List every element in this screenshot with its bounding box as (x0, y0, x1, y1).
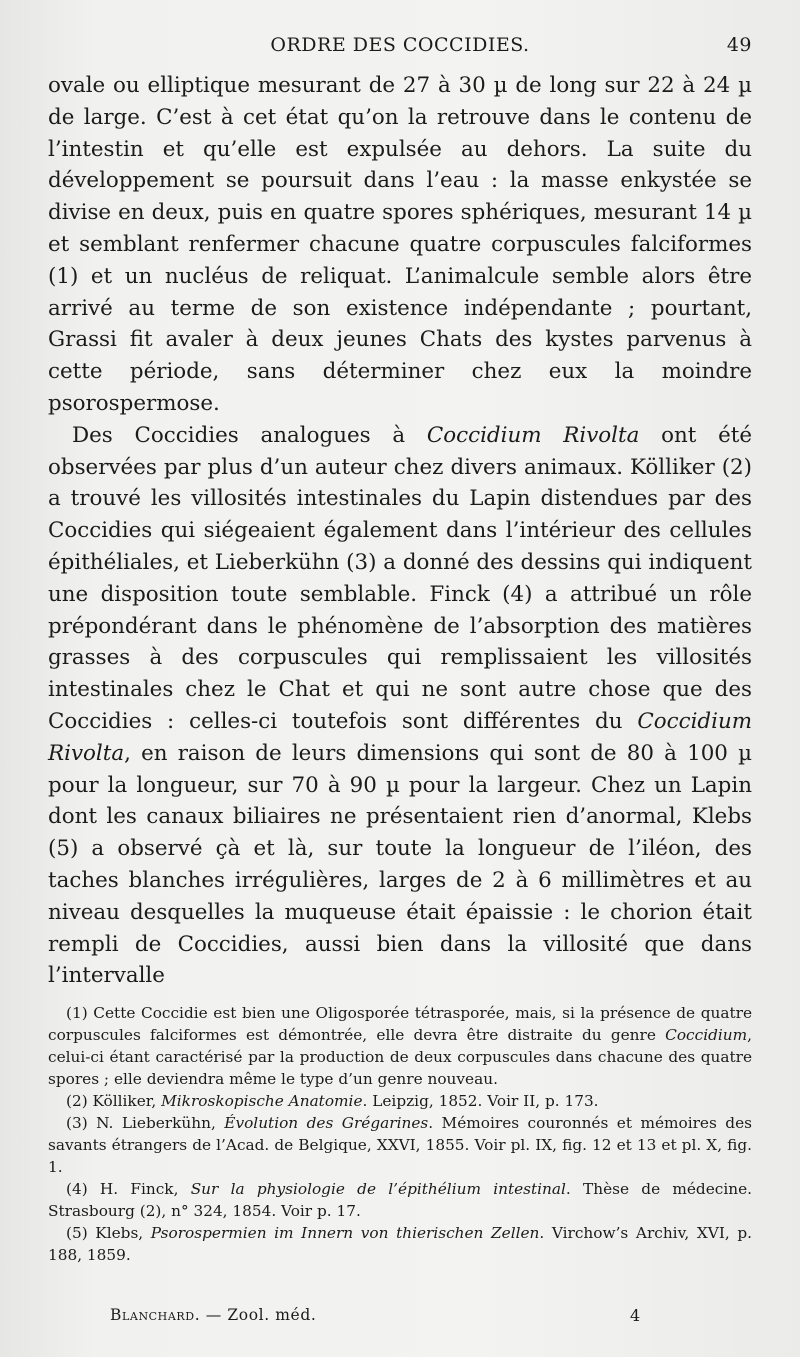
printer-signature (110, 1306, 316, 1324)
work-title: Sur la physiologie de l’épithélium intestinal (190, 1180, 566, 1198)
text-run: , en raison de leurs dimensions qui sont de 80 à 100 µ pour la longueur, sur 70 à 90 µ pour la largeur. Chez un Lapin dont les canaux biliaires ne présentaient rien d’anormal, Klebs (5) a observé çà et là, sur toute la longueur de l’iléon, des taches blanches irrégulières, larges de 2 à 6 millimètres et au niveau desquelles la muqueuse était épaissie : le chorion était rempli de Coccidies, aussi bien dans la villosité que dans l’intervalle (48, 740, 752, 989)
body-paragraph (48, 420, 752, 992)
signature-rest: . — Zool. méd. (194, 1306, 317, 1324)
footnote (48, 1002, 752, 1090)
body-paragraph (48, 70, 752, 420)
text-run: (5) Klebs, (66, 1224, 151, 1242)
text-run: Des Coccidies analogues à (72, 422, 427, 448)
running-title: ORDRE DES COCCIDIES. (270, 34, 530, 56)
text-run: . Thèse de médecine. Strasbourg (2), n° 324, 1854. Voir p. 17. (48, 1180, 753, 1220)
species-name: Coccidium Rivolta (426, 422, 640, 448)
text-run: (4) H. Finck, (66, 1180, 191, 1198)
signature-author: Blanchard (110, 1306, 195, 1324)
sheet-number: 4 (630, 1306, 641, 1325)
work-title: Évolution des Grégarines (224, 1114, 429, 1132)
page-header (48, 34, 752, 64)
genus-name: Coccidium (665, 1026, 748, 1044)
work-title: Mikroskopische Anatomie (161, 1092, 363, 1110)
footnotes (48, 1002, 752, 1266)
footnote (48, 1112, 752, 1178)
text-run: ovale ou elliptique mesurant de 27 à 30 µ de long sur 22 à 24 µ de large. C’est à cet état qu’on la retrouve dans le contenu de l’intestin et qu’elle est expulsée au dehors. La suite du développement se poursuit dans l’eau : la masse enkystée se divise en deux, puis en quatre spores sphériques, mesurant 14 µ et semblant renfermer chacune quatre corpuscules falciformes (1) et un nucléus de reliquat. L’animalcule semble alors être arrivé au terme de son existence indépendante ; pourtant, Grassi fit avaler à deux jeunes Chats des kystes parvenus à cette période, sans déterminer chez eux la moindre psorospermose. (48, 73, 752, 416)
footnote (48, 1222, 752, 1266)
footnote (48, 1090, 752, 1112)
text-run: ont été observées par plus d’un auteur chez divers animaux. Kölliker (2) a trouvé les villosités intestinales du Lapin distendues par des Coccidies qui siégeaient également dans l’intérieur des cellules épithéliales, et Lieberkühn (3) a donné des dessins qui indiquent une disposition toute semblable. Finck (4) a attribué un rôle prépondérant dans le phénomène de l’absorption des matières grasses à des corpuscules qui remplissaient les villosités intestinales chez le Chat et qui ne sont autre chose que des Coccidies : celles-ci toutefois sont différentes du (48, 422, 753, 734)
body-text (48, 70, 752, 992)
text-run: , celui-ci étant caractérisé par la production de deux corpuscules dans chacune des quatre spores ; elle deviendra même le type d’un genre nouveau. (48, 1026, 752, 1088)
text-run: . Leipzig, 1852. Voir II, p. 173. (362, 1092, 599, 1110)
text-run: . Mémoires couronnés et mémoires des savants étrangers de l’Acad. de Belgique, XXVI, 1855. Voir pl. IX, fig. 12 et 13 et pl. X, fig. 1. (48, 1114, 752, 1176)
footnote (48, 1178, 752, 1222)
text-run: (3) N. Lieberkühn, (66, 1114, 225, 1132)
work-title: Psorospermien im Innern von thierischen Zellen (150, 1224, 540, 1242)
page-number: 49 (726, 34, 752, 56)
species-name: Coccidium Rivolta (48, 708, 752, 766)
text-run: (2) Kölliker, (66, 1092, 162, 1110)
text-run: . Virchow’s Archiv, XVI, p. 188, 1859. (48, 1224, 752, 1264)
text-run: (1) Cette Coccidie est bien une Oligosporée tétrasporée, mais, si la présence de quatre corpuscules falciformes est démontrée, elle devra être distraite du genre (48, 1004, 752, 1044)
